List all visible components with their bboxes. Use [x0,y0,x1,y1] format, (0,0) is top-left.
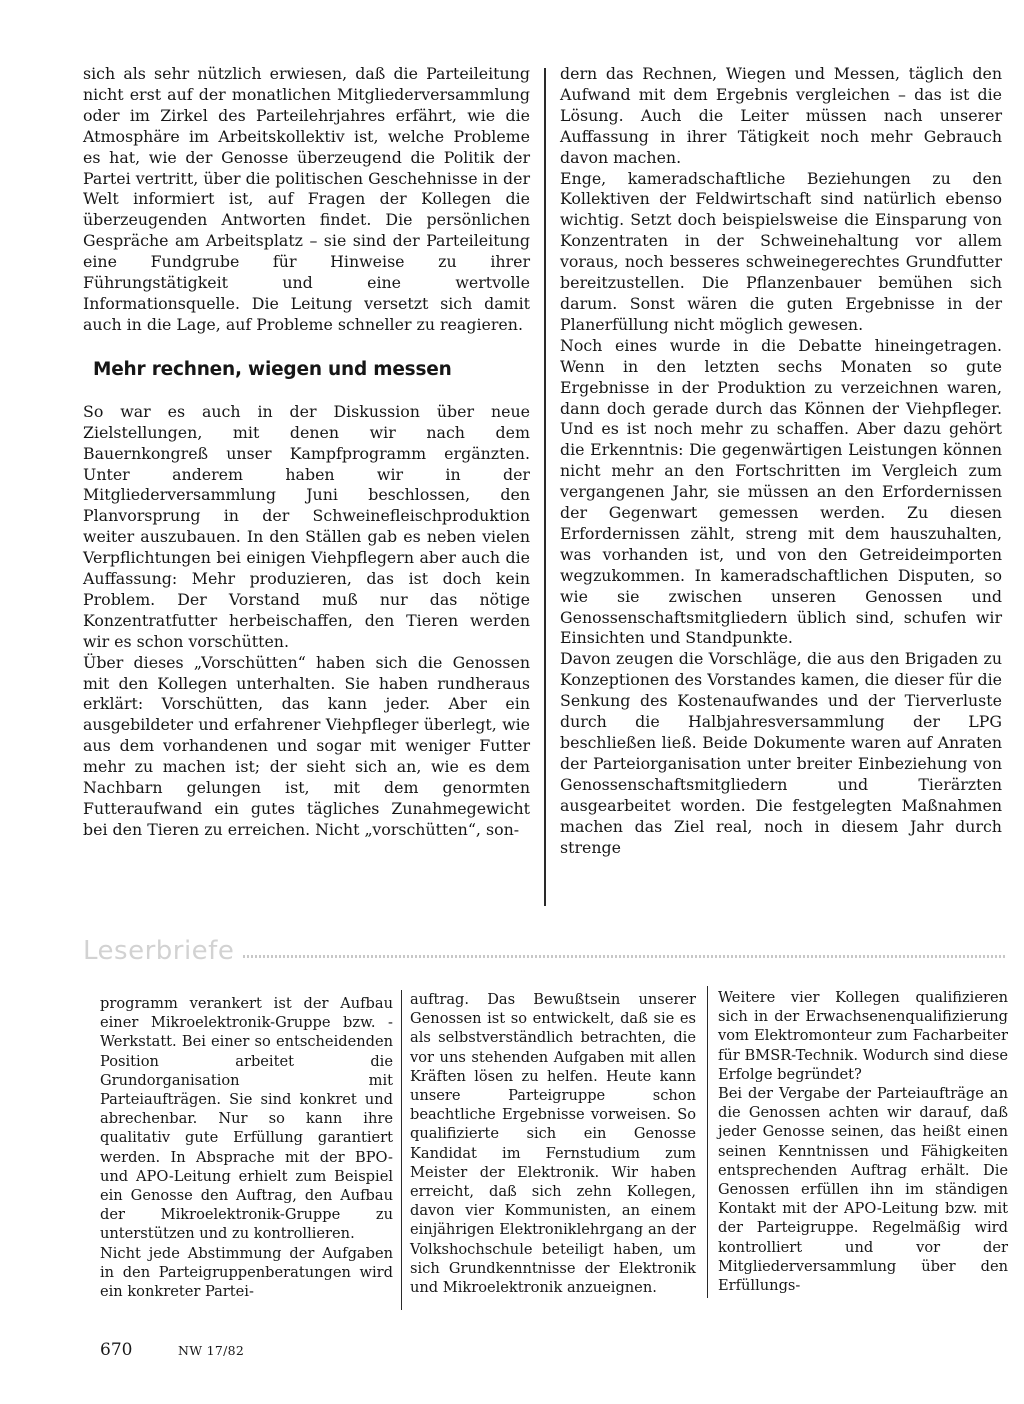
paragraph: Bei der Vergabe der Parteiaufträge an die Genossen achten wir darauf, daß jeder Genosse seinen, das heißt einen seinen Kenntnissen und Fähigkeiten entsprechenden Auftrag erhält. Die Genossen erfüllen ihn im ständigen Kontakt mit der APO-Leitung bzw. mit der Parteigruppe. Regelmäßig wird kontrolliert und vor der Mitgliederversammlung über den Erfüllungs- [718,1085,1008,1295]
page-number: 670 [100,1340,133,1360]
letters-column-1 [100,994,393,1301]
paragraph: Über dieses „Vorschütten“ haben sich die Genossen mit den Kollegen unterhalten. Sie haben rundheraus erklärt: Vorschütten, das kann jeder. Aber ein ausgebildeter und erfahrener Viehpfleger überlegt, wie aus dem vorhandenen und sogar mit weniger Futter mehr zu machen ist; der sieht sich an, wie es dem Nachbarn gelungen ist, mit dem genormten Futteraufwand ein gutes tägliches Zunahmegewicht bei den Tieren zu erreichen. Nicht „vorschütten“, son- [83,652,530,839]
paragraph: Enge, kameradschaftliche Beziehungen zu den Kollektiven der Feldwirtschaft sind natürlich ebenso wichtig. Setzt doch beispielsweise die Einsparung von Konzentraten in der Schweinehaltung vor allem voraus, noch besseres schweinegerechtes Grundfutter bereitzustellen. Die Pflanzenbauer bemühen sich darum. Sonst wären die guten Ergebnisse in der Planerfüllung nicht möglich gewesen. [560,168,1002,334]
paragraph: Davon zeugen die Vorschläge, die aus den Brigaden zu Konzeptionen des Vorstandes kamen, die dieser für die Senkung des Kostenaufwandes und der Tierverluste durch die Halbjahresversammlung der LPG beschließen ließ. Beide Dokumente waren auf Anraten der Parteiorganisation unter breiter Einbeziehung von Genossenschaftsmitgliedern und Tierärzten ausgearbeitet worden. Die festgelegten Maßnahmen machen das Ziel real, noch in diesem Jahr durch strenge [560,649,1002,857]
article-column-left [83,64,530,841]
paragraph: dern das Rechnen, Wiegen und Messen, täglich den Aufwand mit dem Ergebnis vergleichen – das ist die Lösung. Auch die Leiter müssen nach unserer Auffassung in ihrer Tätigkeit noch mehr Gebrauch davon machen. [560,64,1002,167]
letters-column-3 [718,988,1008,1295]
section-label: Leserbriefe [83,936,235,966]
paragraph: auftrag. Das Bewußtsein unserer Genossen ist so entwickelt, daß sie es als selbstverständlich betrachten, die vor uns stehenden Aufgaben mit allen Kräften lösen zu helfen. Heute kann unsere Parteigruppe schon beachtliche Ergebnisse vorweisen. So qualifizierte sich ein Genosse Kandidat im Fernstudium zum Meister der Elektronik. Wir haben erreicht, daß sich zehn Kollegen, davon vier Kommunisten, an einem einjährigen Elektroniklehrgang an der Volkshochschule beteiligt haben, um sich Grundkenntnisse der Elektronik und Mikroelektronik anzueignen. [410,991,696,1297]
paragraph: Weitere vier Kollegen qualifizieren sich in der Erwachsenenqualifizierung vom Elektromonteur zum Facharbeiter für BMSR-Technik. Wodurch sind diese Erfolge begründet? [718,989,1008,1083]
section-subheading: Mehr rechnen, wiegen und messen [93,358,452,380]
section-band [83,934,1007,970]
paragraph: sich als sehr nützlich erwiesen, daß die Parteileitung nicht erst auf der monatlichen Mitgliederversammlung oder im Zirkel des Parteilehrjahres erfährt, wie die Atmosphäre im Arbeitskollektiv ist, welche Probleme es hat, wie der Genosse überzeugend die Politik der Partei vertritt, über die politischen Geschehnisse in der Welt informiert ist, auf Fragen der Kollegen die überzeugenden Antworten findet. Die persönlichen Gespräche am Arbeitsplatz – sie sind der Parteileitung eine Fundgrube für Hinweise zu ihrer Führungstätigkeit und eine wertvolle Informationsquelle. Die Leitung versetzt sich damit auch in die Lage, auf Probleme schneller zu reagieren. [83,64,530,334]
paragraph: programm verankert ist der Aufbau einer Mikroelektronik-Gruppe bzw. -Werkstatt. Bei einer so entscheidenden Position arbeitet die Grundorganisation mit Parteiaufträgen. Sie sind konkret und abrechenbar. Nur so kann ihre qualitativ gute Erfüllung garantiert werden. In Absprache mit der BPO- und APO-Leitung erhielt zum Beispiel ein Genosse den Auftrag, den Aufbau der Mikroelektronik-Gruppe zu unterstützen und zu kontrollieren. [100,995,393,1243]
paragraph: Nicht jede Abstimmung der Aufgaben in den Parteigruppenberatungen wird ein konkreter Partei- [100,1244,393,1301]
column-divider [707,986,708,1298]
article-column-right [560,64,1002,858]
column-divider [544,68,546,906]
issue-label: NW 17/82 [178,1343,245,1358]
column-divider [401,990,402,1310]
section-band-line [243,955,1007,958]
letters-column-2 [410,990,696,1297]
paragraph: Noch eines wurde in die Debatte hineingetragen. Wenn in den letzten sechs Monaten so gute Ergebnisse in der Produktion zu verzeichnen waren, dann doch gerade durch das Können der Viehpfleger. Und es ist noch mehr zu schaffen. Aber dazu gehört die Erkenntnis: Die gegenwärtigen Leistungen können nicht mehr an den Fortschritten im Vergleich zum vergangenen Jahr, sie müssen an den Erfordernissen der Gegenwart gemessen werden. Zu diesen Erfordernissen zählt, streng mit dem hauszuhalten, was vorhanden ist, und von den Getreideimporten wegzukommen. In kameradschaftlichen Disputen, so wie sie zwischen unseren Genossen und Genossenschaftsmitgliedern üblich sind, schufen wir Einsichten und Standpunkte. [560,335,1002,648]
paragraph: So war es auch in der Diskussion über neue Zielstellungen, mit denen wir nach dem Bauernkongreß unser Kampfprogramm ergänzten. Unter anderem haben wir in der Mitgliederversammlung Juni beschlossen, den Planvorsprung in der Schweinefleischproduktion weiter auszubauen. In den Ställen gab es neben vielen Verpflichtungen bei einigen Viehpflegern aber auch die Auffassung: Mehr produzieren, das ist doch kein Problem. Der Vorstand muß nur das nötige Konzentratfutter herbeischaffen, den Tieren werden wir es schon vorschütten. [83,401,530,651]
